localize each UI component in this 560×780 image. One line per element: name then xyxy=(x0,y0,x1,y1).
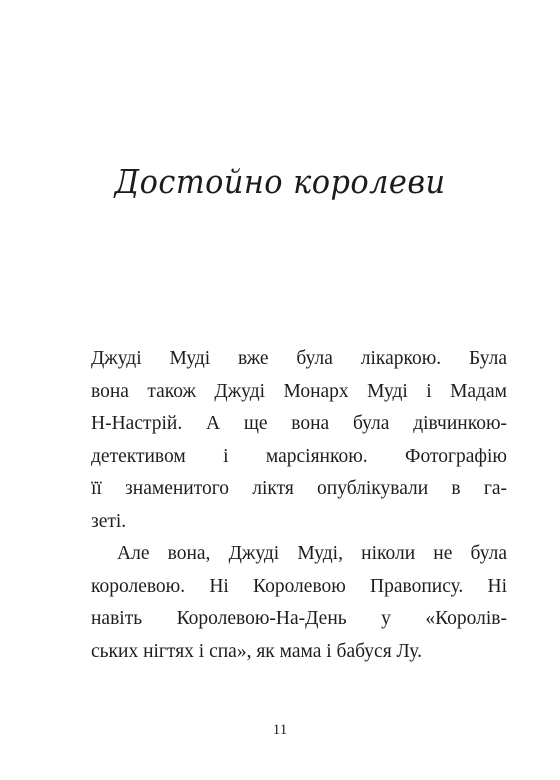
text-line: Н-Настрій. А ще вона була дівчинкою- xyxy=(91,413,507,434)
text-line: зеті. xyxy=(91,510,127,532)
text-line: Джуді Муді вже була лікаркою. Була xyxy=(91,348,507,369)
text-line: вона також Джуді Монарх Муді і Мадам xyxy=(91,380,507,402)
text-line: її знаменитого ліктя опублікували в га- xyxy=(91,478,507,499)
text-line: детективом і марсіянкою. Фотографію xyxy=(91,445,507,467)
paragraph-2 xyxy=(91,538,507,668)
text-line: королевою. Ні Королевою Правопису. Ні xyxy=(91,575,507,597)
page-number: 11 xyxy=(272,722,288,738)
chapter-body xyxy=(91,343,507,668)
text-line: навіть Королевою-На-День у «Королів- xyxy=(91,608,507,629)
chapter-title: Достойно королеви xyxy=(114,162,446,201)
text-line: ських нігтях і спа», як мама і бабуся Лу. xyxy=(91,640,422,662)
text-line: Але вона, Джуді Муді, ніколи не була xyxy=(117,543,507,564)
paragraph-1 xyxy=(91,343,507,538)
